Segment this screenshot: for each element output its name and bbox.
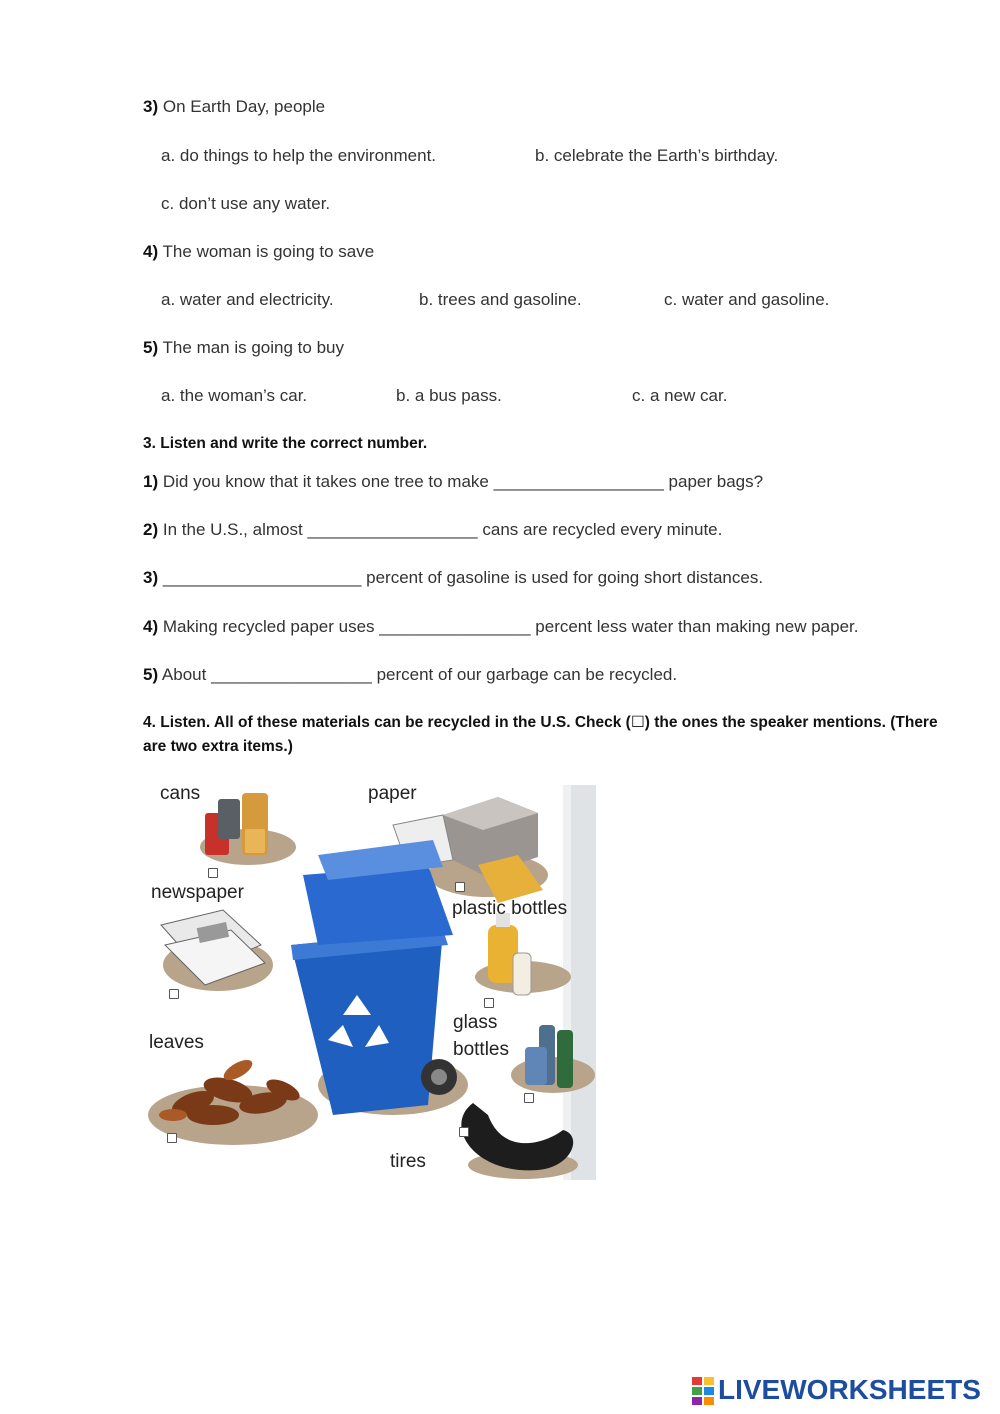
label-glass: glass (453, 1012, 498, 1033)
q5-option-c: c. a new car. (632, 386, 728, 405)
label-cans: cans (160, 783, 201, 804)
question-4: 4) The woman is going to save (143, 242, 375, 261)
liveworksheets-logo[interactable] (692, 1372, 981, 1408)
bin-lid (303, 865, 453, 945)
question-5: 5) The man is going to buy (143, 338, 344, 357)
recycling-artwork (143, 785, 596, 1180)
recycling-illustration (143, 785, 596, 1180)
fill-blank-3[interactable]: _____________________ (162, 568, 362, 587)
glass-bottle-green-icon (557, 1030, 573, 1088)
fill-item-4: 4) Making recycled paper uses ________________ percent less water than making new paper. (143, 617, 859, 636)
label-paper: paper (368, 783, 417, 804)
label-leaves: leaves (149, 1032, 204, 1053)
fill-item-5: 5) About _________________ percent of our garbage can be recycled. (143, 665, 678, 684)
label-plastic-bottles: plastic bottles (452, 898, 568, 919)
fill-blank-1[interactable]: __________________ (493, 472, 664, 491)
checkbox-tires[interactable] (459, 1127, 469, 1137)
fill-item-2: 2) In the U.S., almost __________________ cans are recycled every minute. (143, 520, 723, 539)
fill-item-1: 1) Did you know that it takes one tree to make __________________ paper bags? (143, 472, 764, 491)
q3-option-a: a. do things to help the environment. (161, 146, 437, 165)
q4-option-a: a. water and electricity. (161, 290, 334, 309)
plastic-bottle-2-icon (513, 953, 531, 995)
section-4-heading-line2: are two extra items.) (143, 738, 293, 755)
checkbox-newspaper[interactable] (169, 989, 179, 999)
page-edge-shadow (571, 785, 596, 1180)
checkbox-glass-bottles[interactable] (524, 1093, 534, 1103)
logo-mark-icon (692, 1375, 716, 1405)
label-newspaper: newspaper (151, 882, 244, 903)
section-4-heading-line1: 4. Listen. All of these materials can be recycled in the U.S. Check (☐) the ones the speaker mentions. (There (143, 714, 938, 731)
fill-item-3: 3) _____________________ percent of gasoline is used for going short distances. (143, 568, 764, 587)
bin-wheel-hub (431, 1069, 447, 1085)
glass-jar-icon (525, 1047, 547, 1085)
fill-blank-4[interactable]: ________________ (379, 617, 531, 636)
q3-option-b: b. celebrate the Earth’s birthday. (535, 146, 779, 165)
q4-option-b: b. trees and gasoline. (419, 290, 582, 309)
q5-option-a: a. the woman’s car. (161, 386, 308, 405)
q3-option-c: c. don’t use any water. (161, 194, 331, 213)
fill-blank-5[interactable]: _________________ (211, 665, 372, 684)
q5-option-b: b. a bus pass. (396, 386, 502, 405)
label-tires: tires (390, 1151, 426, 1172)
section-3-heading: 3. Listen and write the correct number. (143, 435, 428, 452)
can-gray-icon (218, 799, 240, 839)
logo-text: LIVEWORKSHEETS (718, 1374, 981, 1405)
checkbox-leaves[interactable] (167, 1133, 177, 1143)
checkbox-plastic-bottles[interactable] (484, 998, 494, 1008)
question-3: 3) On Earth Day, people (143, 97, 326, 116)
label-bottles: bottles (453, 1039, 509, 1060)
fill-blank-2[interactable]: __________________ (307, 520, 478, 539)
checkbox-cans[interactable] (208, 868, 218, 878)
q4-option-c: c. water and gasoline. (664, 290, 830, 309)
can-label-icon (245, 829, 265, 853)
checkbox-paper[interactable] (455, 882, 465, 892)
